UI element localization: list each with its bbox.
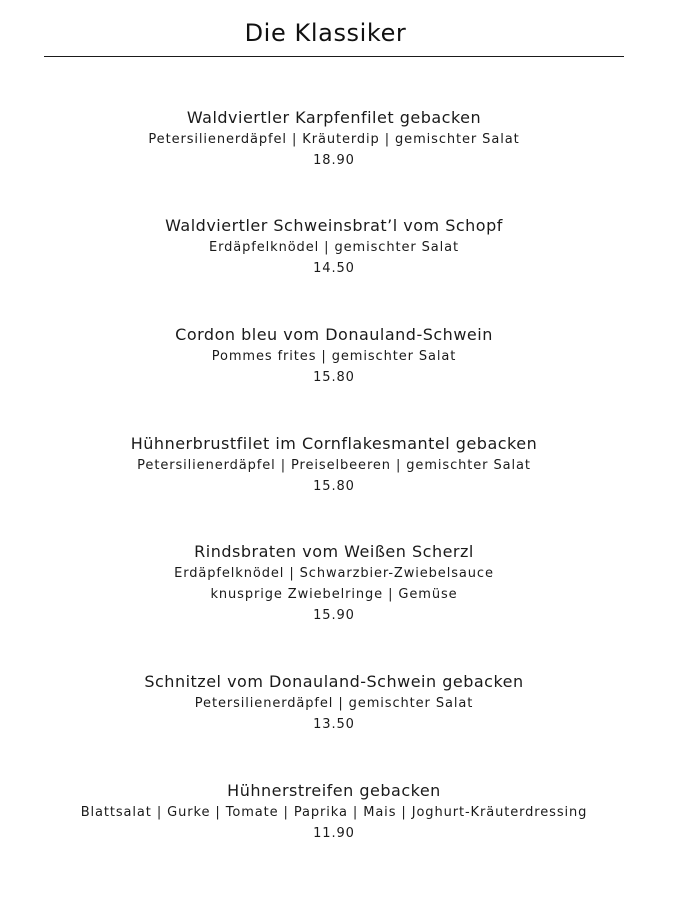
dish-sides: Erdäpfelknödel | gemischter Salat bbox=[208, 240, 460, 255]
dish-name: Waldviertler Schweinsbrat’l vom Schopf bbox=[165, 216, 503, 235]
title-divider bbox=[44, 56, 624, 57]
dish-price: 14.50 bbox=[313, 261, 355, 276]
dish-price: 15.80 bbox=[313, 479, 355, 494]
page-title: Die Klassiker bbox=[244, 19, 407, 47]
dish-sides: Petersilienerdäpfel | Preiselbeeren | gemischter Salat bbox=[137, 458, 531, 473]
menu-item-karpfenfilet bbox=[0, 107, 668, 171]
menu-item-huehnerstreifen bbox=[0, 780, 668, 844]
dish-price: 15.80 bbox=[313, 370, 355, 385]
dish-sides: Petersilienerdäpfel | gemischter Salat bbox=[194, 696, 474, 711]
dish-sides: Pommes frites | gemischter Salat bbox=[211, 349, 457, 364]
dish-price: 11.90 bbox=[313, 826, 355, 841]
dish-name: Cordon bleu vom Donauland-Schwein bbox=[175, 325, 493, 344]
menu-item-rindsbraten bbox=[0, 541, 668, 626]
menu-item-huehnerbrustfilet bbox=[0, 433, 668, 497]
dish-sides: Blattsalat | Gurke | Tomate | Paprika | Mais | Joghurt-Kräuterdressing bbox=[80, 805, 588, 820]
dish-sides: knusprige Zwiebelringe | Gemüse bbox=[210, 587, 458, 602]
menu-item-cordon-bleu bbox=[0, 324, 668, 388]
menu-item-schweinsbratl bbox=[0, 215, 668, 279]
dish-name: Waldviertler Karpfenfilet gebacken bbox=[186, 108, 482, 127]
dish-price: 15.90 bbox=[313, 608, 355, 623]
dish-price: 13.50 bbox=[313, 717, 355, 732]
dish-price: 18.90 bbox=[313, 153, 355, 168]
dish-sides: Petersilienerdäpfel | Kräuterdip | gemischter Salat bbox=[148, 132, 520, 147]
dish-name: Rindsbraten vom Weißen Scherzl bbox=[194, 542, 474, 561]
dish-sides: Erdäpfelknödel | Schwarzbier-Zwiebelsauce bbox=[174, 566, 494, 581]
dish-name: Hühnerstreifen gebacken bbox=[227, 781, 441, 800]
dish-name: Hühnerbrustfilet im Cornflakesmantel gebacken bbox=[130, 434, 538, 453]
dish-name: Schnitzel vom Donauland-Schwein gebacken bbox=[144, 672, 524, 691]
menu-item-schnitzel bbox=[0, 671, 668, 735]
